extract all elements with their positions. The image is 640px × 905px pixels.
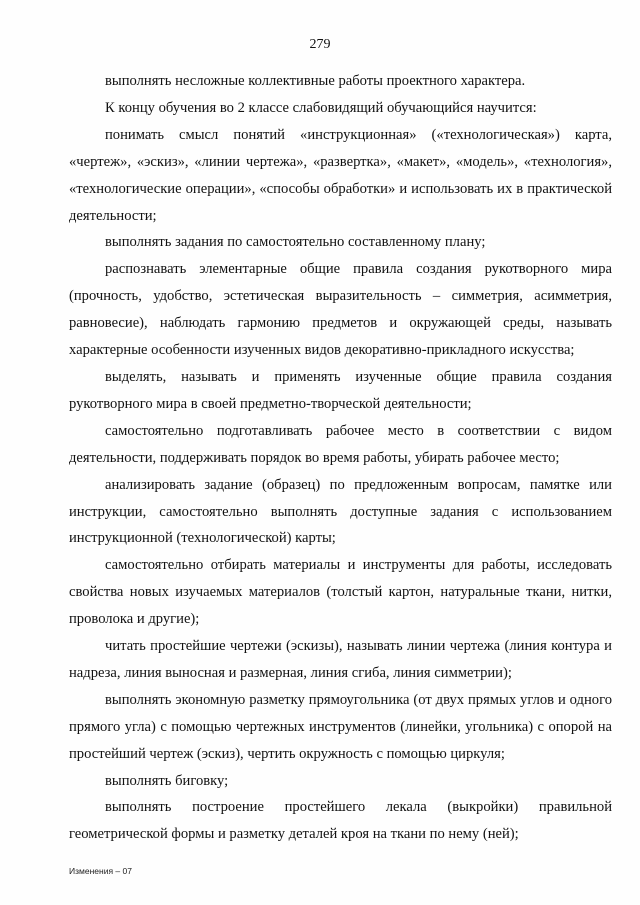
paragraph: выделять, называть и применять изученные общие правила создания рукотворного мира в своей предметно-творческой деятельности; (69, 368, 612, 412)
page-number: 279 (309, 37, 331, 52)
paragraph: выполнять биговку; (105, 772, 229, 789)
body-text (69, 68, 612, 848)
paragraph: самостоятельно подготавливать рабочее место в соответствии с видом деятельности, поддерживать порядок во время работы, убирать рабочее место; (69, 422, 612, 466)
paragraph: анализировать задание (образец) по предложенным вопросам, памятке или инструкции, самостоятельно выполнять доступные задания с использованием инструкционной (технологической) карты; (69, 476, 612, 547)
paragraph: выполнять построение простейшего лекала (выкройки) правильной геометрической формы и разметку деталей кроя на ткани по нему (ней); (69, 799, 612, 843)
footer-note: Изменения – 07 (69, 866, 132, 876)
paragraph: читать простейшие чертежи (эскизы), называть линии чертежа (линия контура и надреза, линия выносная и размерная, линия сгиба, линия симметрии); (69, 638, 612, 681)
paragraph: распознавать элементарные общие правила создания рукотворного мира (прочность, удобство, эстетическая выразительность – симметрия, асимметрия, равновесие), наблюдать гармонию предметов и окружающей среды, называть характерные особенности изученных видов декоративно-прикладного искусства; (69, 261, 612, 359)
paragraph: выполнять задания по самостоятельно составленному плану; (105, 234, 486, 251)
paragraph: выполнять экономную разметку прямоугольника (от двух прямых углов и одного прямого угла) с помощью чертежных инструментов (линейки, угольника) с опорой на простейший чертеж (эскиз), чертить окружность с помощью циркуля; (69, 691, 612, 762)
paragraph: понимать смысл понятий «инструкционная» («технологическая») карта, «чертеж», «эскиз», «линии чертежа», «развертка», «макет», «модель», «технология», «технологические операции», «способы обработки» и использовать их в практической деятельности; (69, 126, 612, 224)
paragraph: выполнять несложные коллективные работы проектного характера. (105, 73, 526, 89)
paragraph: самостоятельно отбирать материалы и инструменты для работы, исследовать свойства новых изучаемых материалов (толстый картон, натуральные ткани, нитки, проволока и другие); (69, 557, 612, 628)
paragraph: К концу обучения во 2 классе слабовидящий обучающийся научится: (105, 99, 537, 116)
